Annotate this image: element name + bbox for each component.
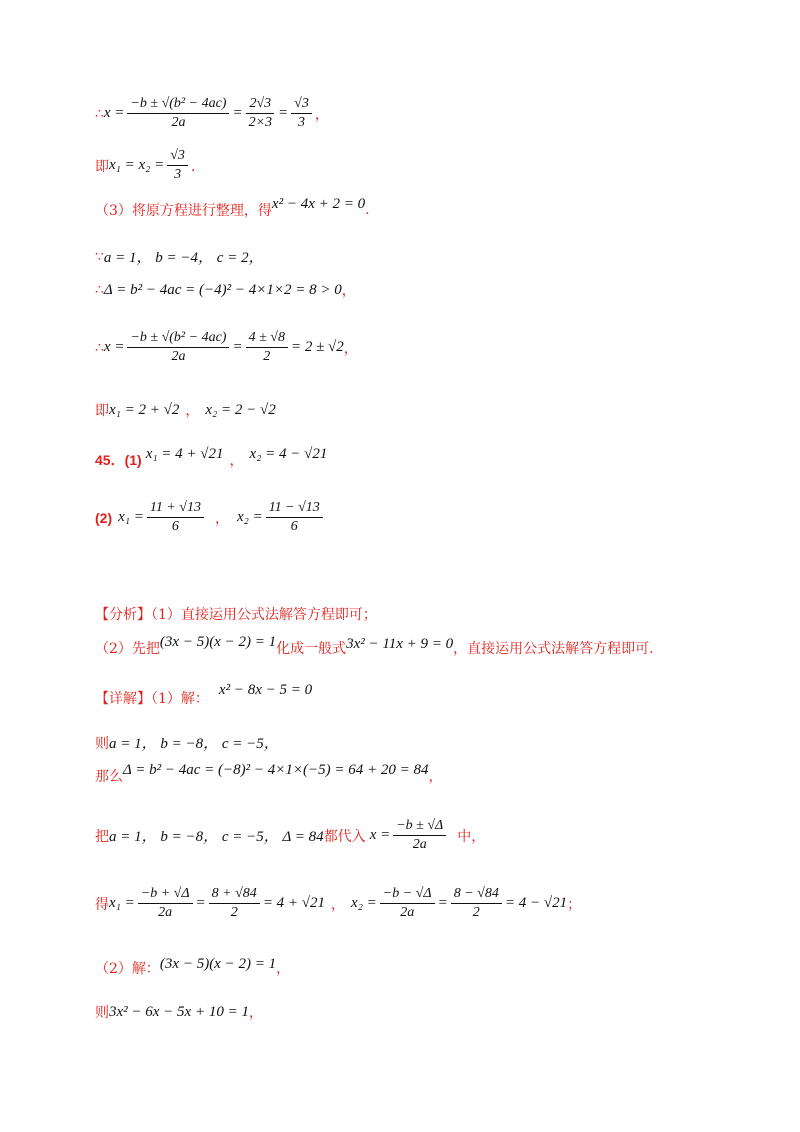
fraction: $\frac{2√3}{2\times 3}$ [246, 96, 275, 131]
because-symbol: ∵ [95, 248, 104, 265]
fraction: $\frac{8 - √84}{2}$ [451, 886, 502, 921]
fraction: $\frac{-b \pm √\Delta}{2a}$ [393, 818, 446, 853]
formula-line-2: 即 x₁ = x₂ = $\frac{√3}{3}$ ． [95, 148, 205, 182]
fraction: $\frac{\text{−b ± √(b² − 4ac)}}{2a}$ [127, 330, 229, 365]
fraction: $\frac{-b + √\Delta}{2a}$ [138, 886, 193, 921]
fraction: $\frac{\text{−b ± √(b² − 4ac)}}{2a}$ [127, 96, 229, 131]
formula-line-1: ∴ x = $\frac{\text{−b ± √(b² − 4ac)}}{2a}$ = $\frac{2√3}{2\times 3}$ = $\frac{√3}{3}$ ， [95, 96, 329, 130]
formula-line-4: ∵ a = 1， b = −4， c = 2， [95, 248, 264, 266]
answer-45-part-1: 45．(1) x₁ = 4 + √21 ， x₂ = 4 − √21 [95, 445, 328, 469]
part-label: (2) [95, 509, 113, 526]
analysis-line-2: （2）先把 (3x − 5)(x − 2) = 1 化成一般式 3x² − 11x + 9 = 0 ，直接运用公式法解答方程即可. [95, 633, 654, 657]
formula-line-5: ∴ Δ = b² − 4ac = (−4)² − 4×1×2 = 8 > 0 ， [95, 281, 356, 299]
therefore-symbol: ∴ [95, 339, 104, 356]
prefix-text: 即 [95, 403, 109, 419]
prefix-text: 即 [95, 158, 109, 175]
therefore-symbol: ∴ [95, 105, 104, 122]
formula-line-6: ∴ x = $\frac{\text{−b ± √(b² − 4ac)}}{2a}$ = $\frac{4 \pm √8}{2}$ = 2 ± √2 ， [95, 330, 358, 364]
analysis-heading: 【分析】（1）直接运用公式法解答方程即可； [95, 607, 377, 623]
formula-line-7: 即 x₁ = 2 + √2 ， x₂ = 2 − √2 [95, 401, 276, 419]
fraction: $\frac{-b - √\Delta}{2a}$ [380, 886, 435, 921]
detail-line-discriminant: 那么 Δ = b² − 4ac = (−8)² − 4×1×(−5) = 64 + 20 = 84 ， [95, 761, 443, 785]
detail-line-roots: 得 x₁ = $\frac{-b + √\Delta}{2a}$ = $\frac{8 + √84}{2}$ = 4 + √21 ， x₂ = $\frac{-b - √\Delta}{2a}$ = $\frac{8 - √84}{2}$ = 4 − √21 ； [95, 886, 582, 920]
fraction: $\frac{4 \pm √8}{2}$ [246, 330, 288, 365]
equation: x = [103, 105, 125, 121]
formula-line-3: （3）将原方程进行整理，得 x² − 4x + 2 = 0 . [95, 195, 370, 219]
detail-heading: 【详解】（1）解： x² − 8x − 5 = 0 [95, 681, 313, 707]
fraction: $\frac{√3}{3}$ [291, 96, 312, 131]
detail-part-2-expand: 则 3x² − 6x − 5x + 10 = 1 ， [95, 1003, 263, 1021]
fraction: $\frac{8 + √84}{2}$ [209, 886, 260, 921]
fraction: $\frac{11 - √13}{6}$ [266, 500, 323, 535]
detail-part-2-heading: （2）解： (3x − 5)(x − 2) = 1 ， [95, 955, 291, 977]
question-number: 45．(1) [95, 452, 142, 468]
detail-line-substitute: 把 a = 1， b = −8， c = −5， Δ = 84 都代入 x = $\frac{-b \pm √\Delta}{2a}$ 中， [95, 818, 486, 852]
fraction: $\frac{11 + √13}{6}$ [147, 500, 204, 535]
fraction: $\frac{√3}{3}$ [167, 148, 188, 183]
answer-45-part-2: (2) x₁ = $\frac{11 + √13}{6}$ ， x₂ = $\frac{11 - √13}{6}$ [95, 500, 326, 535]
step-text: （3）将原方程进行整理，得 [95, 203, 272, 219]
detail-line-coefficients: 则 a = 1， b = −8， c = −5， [95, 735, 279, 752]
therefore-symbol: ∴ [95, 282, 104, 298]
